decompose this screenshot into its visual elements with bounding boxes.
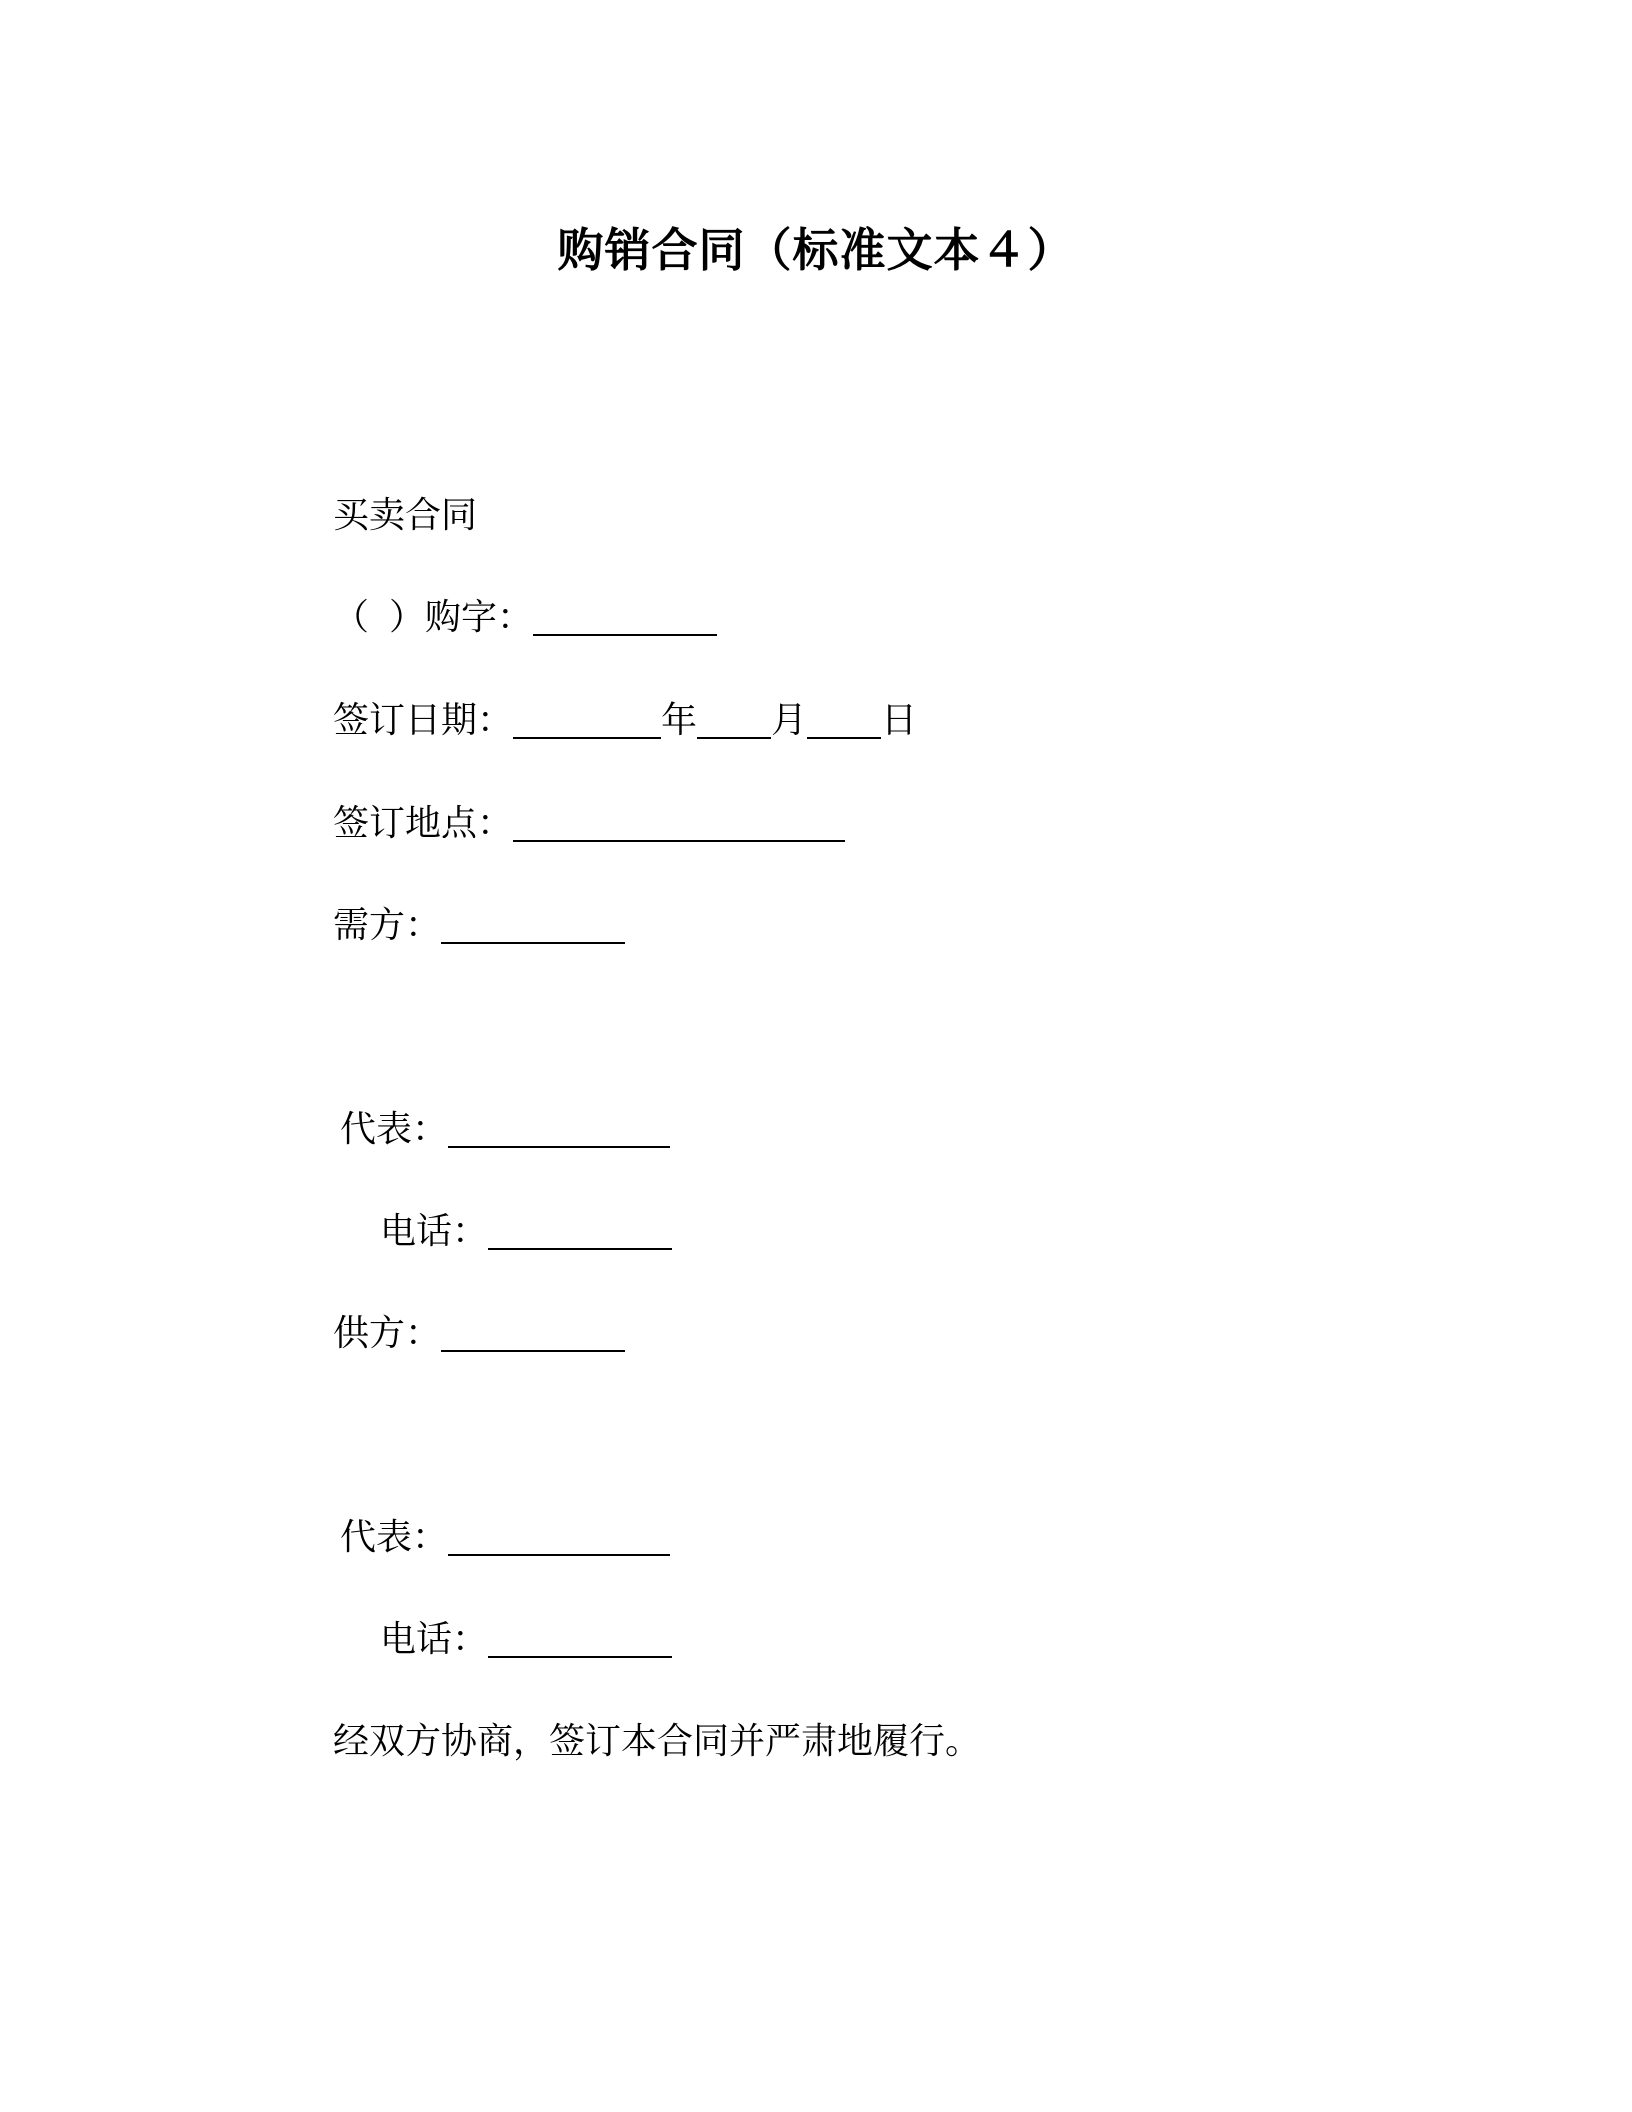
buyer-label: 需方： [333, 905, 442, 946]
sign-date-day-label: 日 [881, 700, 918, 741]
subtitle-text: 买卖合同 [333, 495, 478, 536]
buyer-blank[interactable] [441, 908, 625, 944]
buyer-representative-label: 代表： [340, 1109, 449, 1150]
sign-date-month-label: 月 [771, 700, 808, 741]
seller-blank[interactable] [441, 1316, 625, 1352]
paren-close: ） [389, 597, 426, 638]
document-title: 购销合同（标准文本４） [557, 223, 1075, 277]
seller-label: 供方： [333, 1313, 442, 1354]
subtitle [333, 494, 477, 538]
sign-date-day-blank[interactable] [807, 703, 881, 739]
seller-line [333, 1312, 625, 1356]
sign-date-year-blank[interactable] [513, 703, 661, 739]
seller-representative-blank[interactable] [448, 1520, 670, 1556]
contract-number-line [333, 596, 717, 640]
seller-phone-blank[interactable] [488, 1622, 672, 1658]
buyer-line [333, 904, 625, 948]
seller-phone-label: 电话： [380, 1619, 489, 1660]
agreement-line [333, 1720, 981, 1764]
contract-number-blank[interactable] [533, 600, 717, 636]
buyer-phone-blank[interactable] [488, 1214, 672, 1250]
sign-date-line [333, 699, 917, 743]
sign-place-blank[interactable] [513, 806, 845, 842]
seller-representative-line [340, 1516, 670, 1560]
buyer-phone-label: 电话： [380, 1211, 489, 1252]
sign-place-line [333, 802, 845, 846]
sign-date-label: 签订日期： [333, 700, 514, 741]
buyer-phone-line [380, 1210, 672, 1254]
buyer-representative-blank[interactable] [448, 1112, 670, 1148]
buyer-representative-line [340, 1108, 670, 1152]
seller-representative-label: 代表： [340, 1517, 449, 1558]
paren-open: （ [333, 597, 370, 638]
seller-phone-line [380, 1618, 672, 1662]
agreement-text: 经双方协商，签订本合同并严肃地履行。 [333, 1721, 982, 1762]
contract-number-label: 购字： [425, 597, 534, 638]
sign-date-year-label: 年 [661, 700, 698, 741]
sign-place-label: 签订地点： [333, 803, 514, 844]
sign-date-month-blank[interactable] [697, 703, 771, 739]
